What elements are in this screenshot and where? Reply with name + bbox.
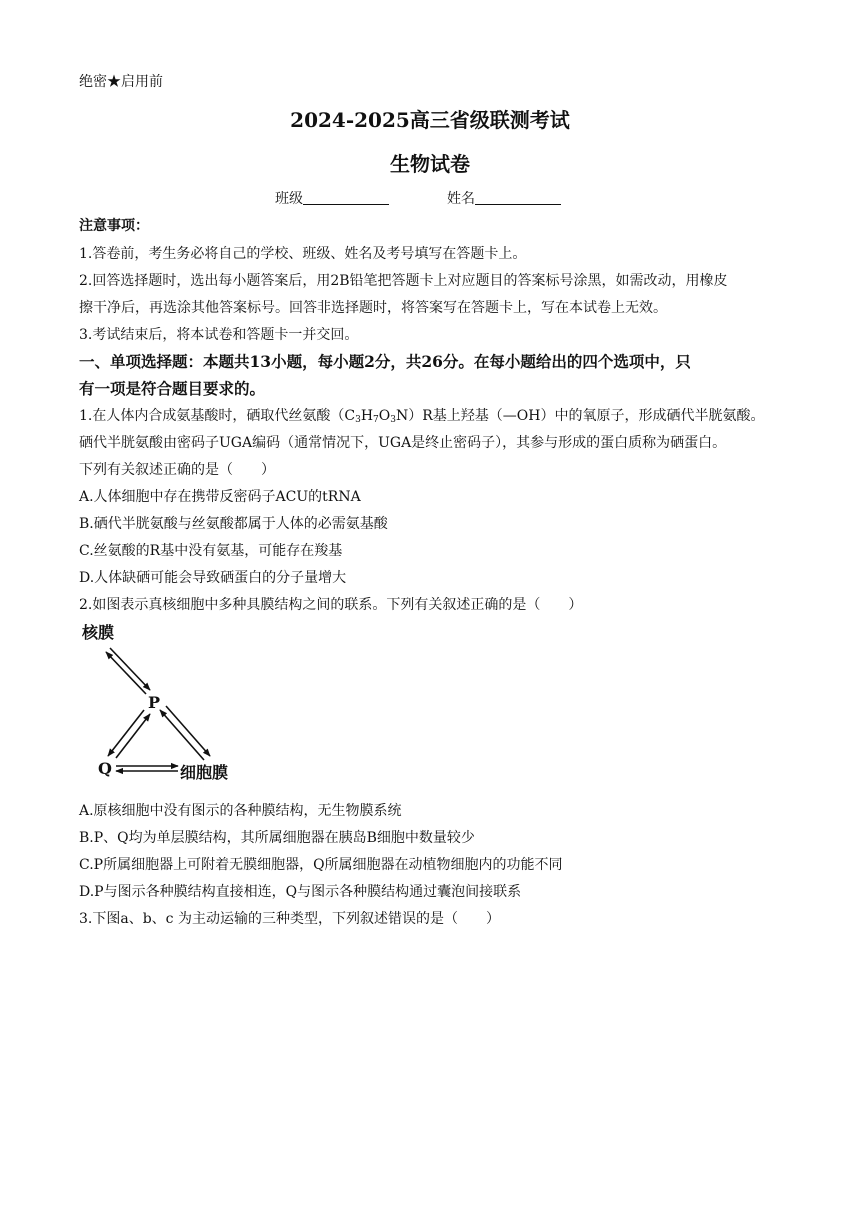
notice-item: 擦干净后，再选涂其他答案标号。回答非选择题时，将答案写在答题卡上，写在本试卷上无效。 — [79, 300, 667, 316]
arrow-cell-membrane-to-p — [160, 710, 204, 760]
section-heading: 一、单项选择题：本题共13小题，每小题2分，共26分。在每小题给出的四个选项中，只 — [79, 352, 691, 371]
membrane-diagram — [76, 618, 256, 788]
arrow-q-to-p — [116, 714, 150, 758]
arrow-nucleus-to-p — [110, 648, 150, 690]
q1-option-b: B.硒代半胱氨酸与丝氨酸都属于人体的必需氨基酸 — [79, 516, 388, 532]
notice-item: 2.回答选择题时，选出每小题答案后，用2B铅笔把答题卡上对应题目的答案标号涂黑，如需改动，用橡皮 — [79, 273, 728, 289]
q2-option-b: B.P、Q均为单层膜结构，其所属细胞器在胰岛B细胞中数量较少 — [79, 830, 475, 846]
notice-item: 3.考试结束后，将本试卷和答题卡一并交回。 — [79, 327, 359, 343]
exam-title: 2024-2025高三省级联测考试 — [290, 108, 570, 132]
student-info-fields — [275, 188, 561, 208]
q2-stem: 2.如图表示真核细胞中多种具膜结构之间的联系。下列有关叙述正确的是（ ） — [79, 597, 583, 613]
notice-heading: 注意事项： — [79, 218, 149, 234]
arrow-p-to-q — [108, 710, 144, 756]
q1-stem-line1: 1.在人体内合成氨基酸时，硒取代丝氨酸$(C_3H_7O_3N)R$基上羟基（—OH）中的氧原子，形成硒代半胱氨酸。 — [79, 408, 765, 425]
q2-option-d: D.P与图示各种膜结构直接相连，Q与图示各种膜结构通过囊泡间接联系 — [79, 884, 522, 900]
class-blank — [303, 190, 389, 205]
name-label: 姓名 — [447, 191, 475, 207]
exam-subtitle: 生物试卷 — [390, 152, 470, 176]
q3-stem: 3.下图a、b、c 为主动运输的三种类型，下列叙述错误的是（ ） — [79, 911, 500, 927]
q1-option-d: D.人体缺硒可能会导致硒蛋白的分子量增大 — [79, 570, 347, 586]
section-heading-cont: 有一项是符合题目要求的。 — [79, 379, 266, 398]
name-blank — [475, 190, 561, 205]
q1-stem-line2: 硒代半胱氨酸由密码子UGA编码（通常情况下，UGA是终止密码子），其参与形成的蛋白质称为硒蛋白。 — [79, 435, 727, 451]
nuclear-membrane-label: 核膜 — [82, 623, 115, 642]
q1-option-a: A.人体细胞中存在携带反密码子ACU的tRNA — [79, 489, 361, 505]
q1-stem-line3: 下列有关叙述正确的是（ ） — [79, 462, 275, 478]
q-label: Q — [98, 759, 112, 778]
cell-membrane-label: 细胞膜 — [180, 763, 229, 782]
arrow-p-to-nucleus — [106, 652, 146, 694]
secret-mark: 绝密★启用前 — [79, 74, 163, 90]
arrow-p-to-cell-membrane — [166, 706, 210, 756]
p-label: P — [148, 693, 161, 712]
q2-option-a: A.原核细胞中没有图示的各种膜结构，无生物膜系统 — [79, 803, 402, 819]
class-label: 班级 — [275, 191, 303, 207]
notice-item: 1.答卷前，考生务必将自己的学校、班级、姓名及考号填写在答题卡上。 — [79, 246, 527, 262]
q1-option-c: C.丝氨酸的R基中没有氨基，可能存在羧基 — [79, 543, 343, 559]
q2-option-c: C.P所属细胞器上可附着无膜细胞器，Q所属细胞器在动植物细胞内的功能不同 — [79, 857, 563, 873]
